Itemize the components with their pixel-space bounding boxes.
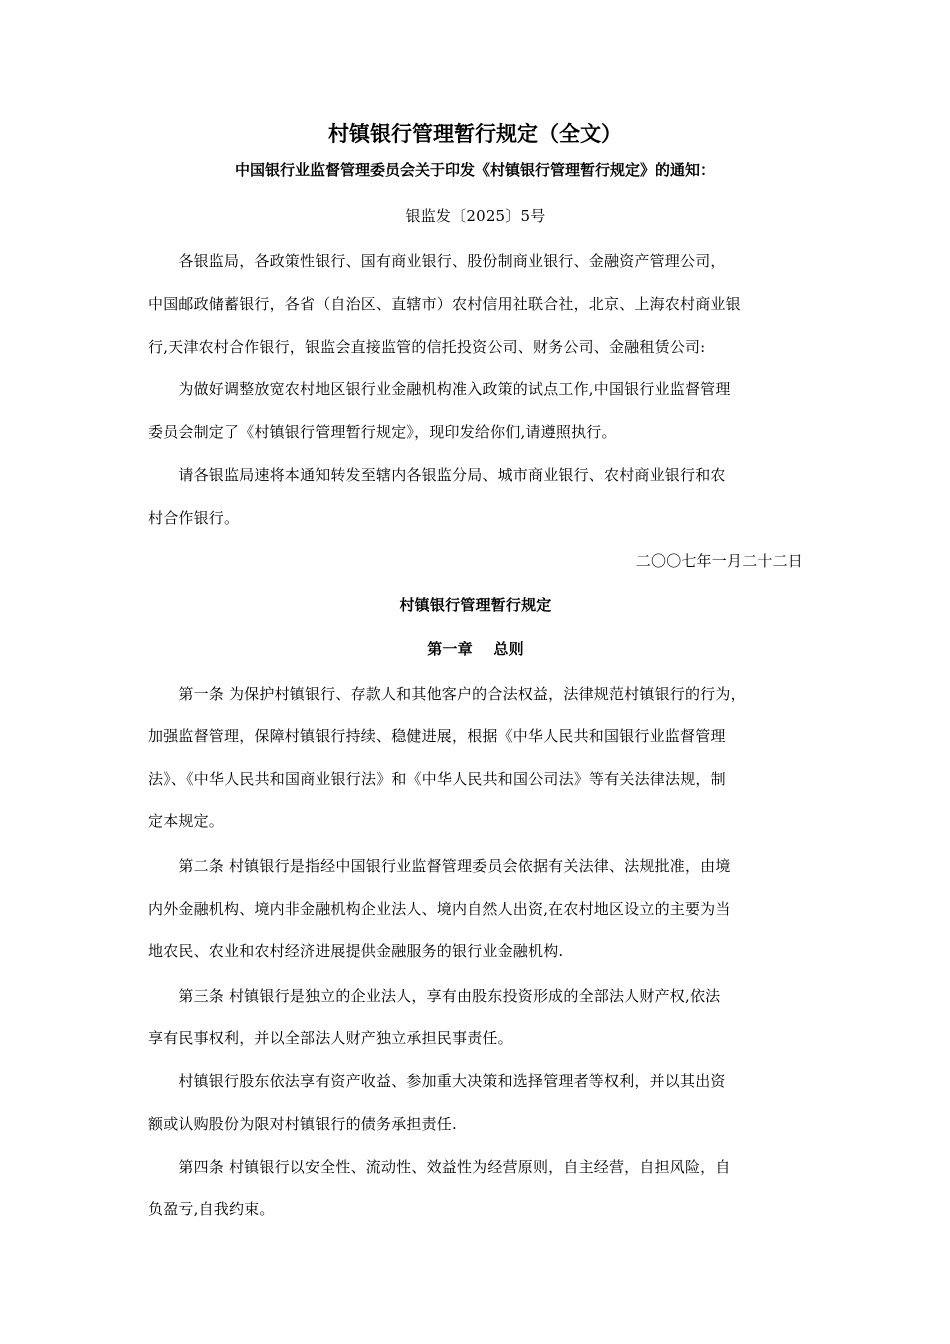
notice-line: 中国邮政储蓄银行，各省（自治区、直辖市）农村信用社联合社，北京、上海农村商业银 [148, 295, 741, 313]
article-line: 法》、《中华人民共和国商业银行法》和《中华人民共和国公司法》等有关法律法规，制 [148, 770, 726, 788]
article-line: 第三条 村镇银行是独立的企业法人，享有由股东投资形成的全部法人财产权,依法 [148, 987, 721, 1005]
article-line: 第四条 村镇银行以安全性、流动性、效益性为经营原则，自主经营，自担风险，自 [148, 1158, 731, 1176]
notice-line: 请各银监局速将本通知转发至辖内各银监分局、城市商业银行、农村商业银行和农 [148, 466, 726, 484]
article-line: 村镇银行股东依法享有资产收益、参加重大决策和选择管理者等权利，并以其出资 [148, 1072, 726, 1090]
chapter-title: 第一章 总则 [427, 640, 524, 658]
article-line: 地农民、农业和农村经济进展提供金融服务的银行业金融机构. [148, 942, 564, 960]
notice-line: 委员会制定了《村镇银行管理暂行规定》，现印发给你们,请遵照执行。 [148, 423, 617, 441]
article-line: 额或认购股份为限对村镇银行的债务承担责任. [148, 1115, 457, 1133]
document-number: 银监发〔2025〕5号 [405, 207, 546, 225]
article-line: 内外金融机构、境内非金融机构企业法人、境内自然人出资,在农村地区设立的主要为当 [148, 900, 731, 918]
notice-subtitle: 中国银行业监督管理委员会关于印发《村镇银行管理暂行规定》的通知： [234, 161, 715, 179]
notice-line: 行,天津农村合作银行，银监会直接监管的信托投资公司、财务公司、金融租赁公司: [148, 338, 706, 356]
notice-line: 村合作银行。 [148, 509, 240, 527]
article-line: 享有民事权利，并以全部法人财产独立承担民事责任。 [148, 1029, 513, 1047]
article-line: 定本规定。 [148, 812, 225, 830]
notice-line: 为做好调整放宽农村地区银行业金融机构准入政策的试点工作,中国银行业监督管理 [148, 380, 731, 398]
document-title: 村镇银行管理暂行规定（全文） [328, 122, 622, 146]
article-line: 负盈亏,自我约束。 [148, 1200, 275, 1218]
article-line: 加强监督管理，保障村镇银行持续、稳健进展，根据《中华人民共和国银行业监督管理 [148, 727, 726, 745]
notice-line: 各银监局，各政策性银行、国有商业银行、股份制商业银行、金融资产管理公司， [148, 252, 726, 270]
regulation-title: 村镇银行管理暂行规定 [399, 596, 552, 614]
notice-date: 二〇〇七年一月二十二日 [635, 552, 803, 570]
article-line: 第一条 为保护村镇银行、存款人和其他客户的合法权益，法律规范村镇银行的行为， [148, 685, 746, 703]
article-line: 第二条 村镇银行是指经中国银行业监督管理委员会依据有关法律、法规批准，由境 [148, 857, 731, 875]
